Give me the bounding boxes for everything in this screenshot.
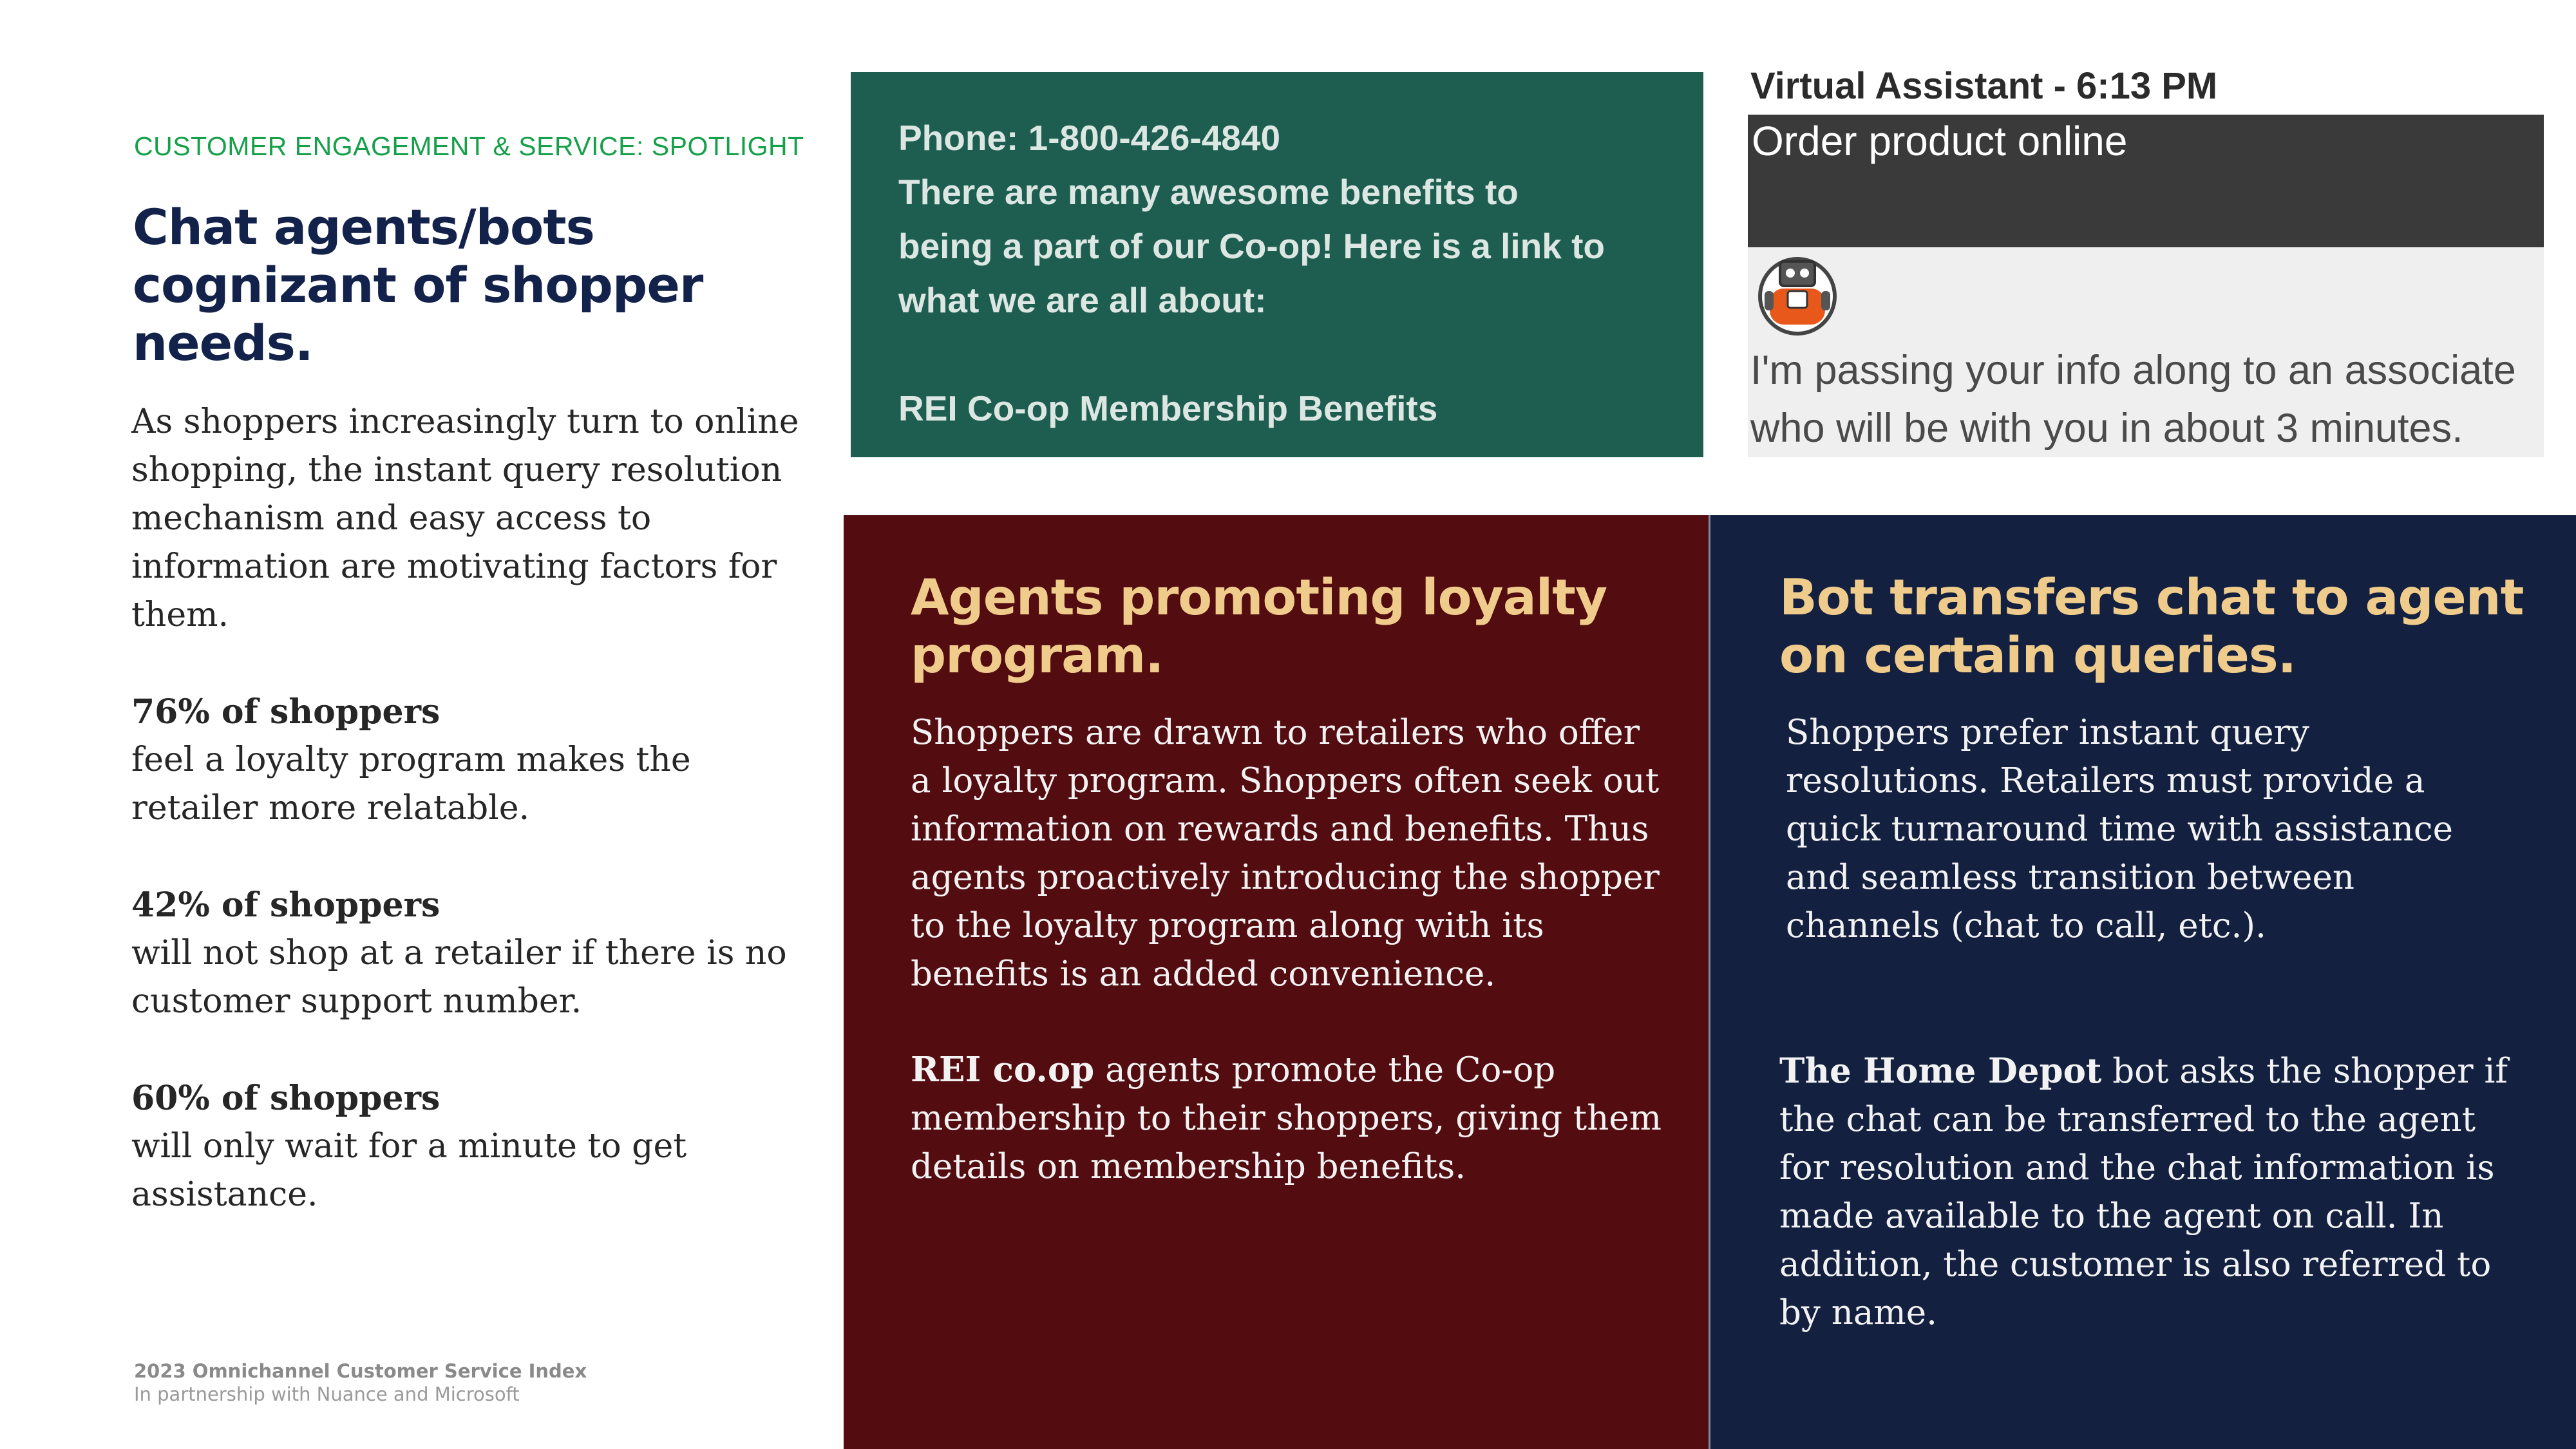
footer-title: 2023 Omnichannel Customer Service Index bbox=[134, 1360, 587, 1382]
stat-block bbox=[131, 1074, 808, 1219]
stat-block bbox=[131, 881, 808, 1026]
stat-heading: 76% of shoppers bbox=[131, 692, 440, 732]
panel-title: Bot transfers chat to agent on certain queries. bbox=[1779, 569, 2524, 685]
example-text: agents promote the Co-op membership to their shoppers, giving them details on membership benefits. bbox=[911, 1050, 1662, 1186]
section-eyebrow: CUSTOMER ENGAGEMENT & SERVICE: SPOTLIGHT bbox=[134, 131, 804, 161]
stat-description: will not shop at a retailer if there is no customer support number. bbox=[131, 934, 787, 1021]
rei-chat-message bbox=[898, 111, 1671, 435]
rei-message-line: There are many awesome benefits to bbox=[898, 172, 1519, 212]
panel-example bbox=[911, 1046, 1671, 1191]
panel-example bbox=[1779, 1047, 2526, 1337]
stat-description: feel a loyalty program makes the retailer more relatable. bbox=[131, 741, 691, 828]
rei-phone-number: Phone: 1-800-426-4840 bbox=[898, 118, 1281, 158]
bot-message: I'm passing your info along to an associate who will be with you in about 3 minutes. bbox=[1750, 348, 2516, 451]
footer-subtitle: In partnership with Nuance and Microsoft bbox=[134, 1383, 520, 1405]
bot-transfer-panel bbox=[1710, 515, 2576, 1449]
user-message: Order product online bbox=[1752, 118, 2128, 164]
spacer bbox=[898, 327, 1671, 381]
example-brand: REI co.op bbox=[911, 1050, 1095, 1090]
intro-paragraph: As shoppers increasingly turn to online shopping, the instant query resolution mechanism and easy access to information are motivating factors for them. bbox=[131, 402, 799, 634]
panel-divider bbox=[1709, 515, 1710, 1449]
stat-description: will only wait for a minute to get assistance. bbox=[131, 1127, 687, 1214]
bot-chat-bubble bbox=[1748, 247, 2544, 457]
example-brand: The Home Depot bbox=[1779, 1051, 2102, 1091]
stat-heading: 60% of shoppers bbox=[131, 1079, 440, 1118]
stat-heading: 42% of shoppers bbox=[131, 886, 440, 925]
panel-title: Agents promoting loyalty program. bbox=[911, 569, 1607, 685]
rei-message-line: being a part of our Co-op! Here is a link to bbox=[898, 226, 1605, 266]
rei-chat-screenshot bbox=[851, 72, 1703, 457]
robot-avatar-icon bbox=[1756, 252, 1839, 336]
rei-message-line: what we are all about: bbox=[898, 280, 1267, 320]
panel-body: Shoppers are drawn to retailers who offer a loyalty program. Shoppers often seek out information on rewards and benefits. Thus agents proactively introducing the shopper to the loyalty program along with its benefits is an added convenience. bbox=[911, 713, 1660, 994]
rei-membership-link[interactable]: REI Co-op Membership Benefits bbox=[898, 388, 1438, 428]
virtual-assistant-header: Virtual Assistant - 6:13 PM bbox=[1750, 65, 2218, 107]
example-text: bot asks the shopper if the chat can be transferred to the agent for resolution and the chat information is made available to the agent on call. In addition, the customer is also referred to by name. bbox=[1779, 1052, 2508, 1332]
loyalty-program-panel bbox=[844, 515, 1710, 1449]
page-title: Chat agents/bots cognizant of shopper needs. bbox=[133, 198, 703, 372]
user-chat-bubble bbox=[1748, 115, 2544, 247]
stat-block bbox=[131, 688, 808, 833]
panel-body: Shoppers prefer instant query resolutions. Retailers must provide a quick turnaround time with assistance and seamless transition between channels (chat to call, etc.). bbox=[1786, 713, 2453, 945]
